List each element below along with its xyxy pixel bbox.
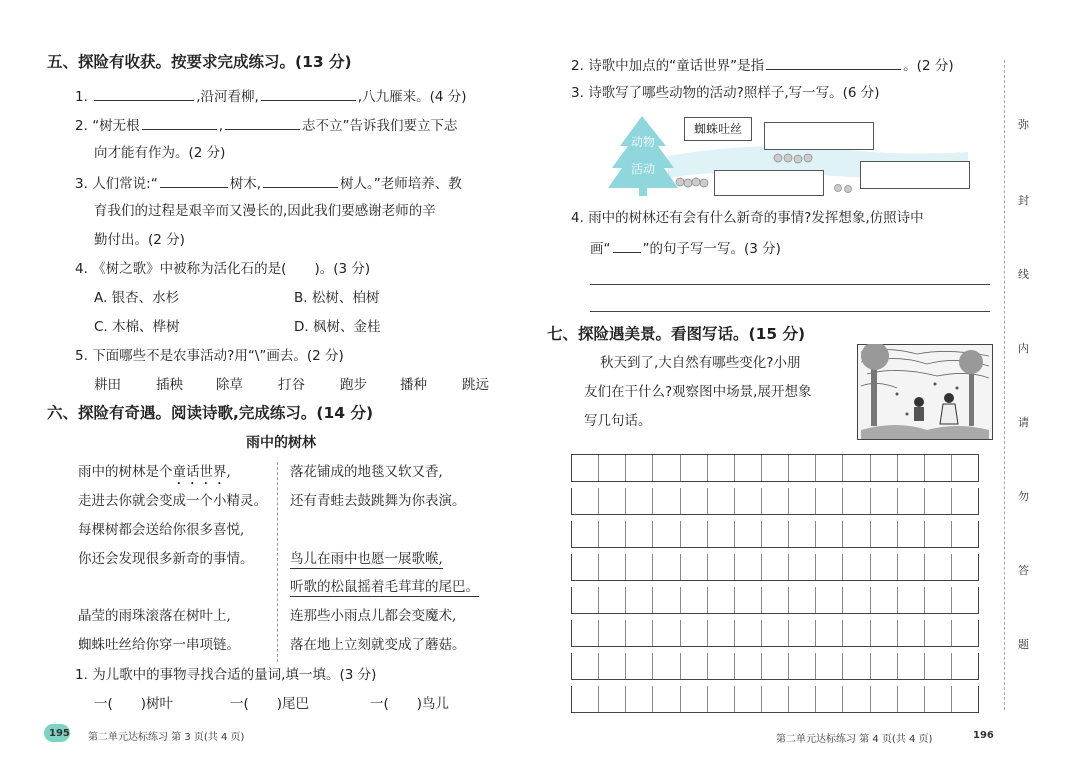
poem-left-line: 走进去你就会变成一个小精灵。 [78, 493, 267, 509]
grid-cell[interactable] [952, 686, 978, 712]
poem-right-line-underlined: 听歌的松鼠摇着毛茸茸的尾巴。 [290, 579, 479, 595]
grid-cell[interactable] [599, 620, 626, 646]
seal-char: 题 [1018, 638, 1029, 651]
grid-cell[interactable] [708, 521, 735, 547]
grid-cell[interactable] [898, 620, 925, 646]
grid-cell[interactable] [952, 620, 978, 646]
writing-grid [571, 454, 979, 719]
s7-prompt: 秋天到了,大自然有哪些变化?小朋 [600, 355, 801, 371]
grid-cell[interactable] [898, 488, 925, 514]
grid-cell[interactable] [925, 455, 952, 481]
grid-cell[interactable] [572, 686, 599, 712]
grid-cell[interactable] [653, 587, 680, 613]
grid-cell[interactable] [653, 686, 680, 712]
grid-cell[interactable] [789, 521, 816, 547]
grid-cell[interactable] [681, 521, 708, 547]
answer-blank[interactable] [766, 55, 901, 70]
grid-cell[interactable] [681, 455, 708, 481]
grid-cell[interactable] [708, 653, 735, 679]
grid-cell[interactable] [735, 554, 762, 580]
s5-q3 [75, 173, 462, 193]
grid-cell[interactable] [762, 653, 789, 679]
grid-cell[interactable] [681, 488, 708, 514]
grid-cell[interactable] [626, 653, 653, 679]
grid-cell[interactable] [626, 620, 653, 646]
answer-blank[interactable] [142, 115, 217, 130]
poem-left-line: 蜘蛛吐丝给你穿一串项链。 [78, 637, 240, 653]
grid-cell[interactable] [653, 488, 680, 514]
grid-cell[interactable] [762, 455, 789, 481]
s7-prompt: 写几句话。 [584, 413, 652, 429]
grid-cell[interactable] [871, 620, 898, 646]
farm-word[interactable]: 除草 [216, 377, 243, 393]
s5-q3-cont2: 勤付出。(2 分) [94, 232, 185, 248]
poem-left-line: 你还会发现很多新奇的事情。 [78, 551, 254, 567]
poem-right-line: 连那些小雨点儿都会变魔术, [290, 608, 457, 624]
q-text: 诗歌写了哪些动物的活动?照样子,写一写。(6 分) [588, 85, 880, 101]
writing-line[interactable] [590, 311, 990, 312]
grid-cell[interactable] [871, 488, 898, 514]
grid-cell[interactable] [708, 686, 735, 712]
r-q2 [571, 55, 954, 75]
grid-cell[interactable] [952, 521, 978, 547]
q-num: 5. [75, 348, 88, 364]
section-5-title: 五、探险有收获。按要求完成练习。(13 分) [47, 53, 352, 71]
q-text: 志不立”告诉我们要立下志 [301, 118, 458, 134]
grid-cell[interactable] [816, 554, 843, 580]
grid-cell[interactable] [925, 521, 952, 547]
measure-word-item: 一( )尾巴 [230, 696, 310, 712]
poem-right-line: 还有青蛙去鼓跳舞为你表演。 [290, 493, 466, 509]
answer-blank[interactable] [160, 173, 228, 188]
grid-cell[interactable] [599, 686, 626, 712]
grid-cell[interactable] [708, 455, 735, 481]
answer-blank[interactable] [225, 115, 300, 130]
s6-q1 [75, 666, 376, 684]
example-box: 蜘蛛吐丝 [684, 117, 752, 141]
q-text: ,沿河看柳, [196, 89, 259, 105]
grid-cell[interactable] [925, 686, 952, 712]
grid-cell[interactable] [599, 488, 626, 514]
farm-word[interactable]: 跑步 [340, 377, 367, 393]
farm-word[interactable]: 耕田 [94, 377, 121, 393]
q-text: ,八九雁来。(4 分) [357, 89, 467, 105]
poem-left-line: 雨中的树林是个童话世界, [78, 464, 231, 480]
s5-q2 [75, 115, 457, 135]
grid-cell[interactable] [789, 455, 816, 481]
grid-cell[interactable] [735, 620, 762, 646]
grid-cell[interactable] [572, 554, 599, 580]
grid-cell[interactable] [653, 455, 680, 481]
option-a[interactable]: A. 银杏、水杉 [94, 290, 180, 306]
s5-q3-cont: 育我们的过程是艰辛而又漫长的,因此我们要感谢老师的辛 [94, 203, 436, 219]
seal-char: 勿 [1018, 490, 1029, 503]
s5-q2-cont: 向才能有作为。(2 分) [94, 145, 226, 161]
q-text: 树人。”老师培养、教 [340, 176, 462, 192]
writing-line[interactable] [590, 284, 990, 285]
grid-cell[interactable] [789, 686, 816, 712]
s5-q5 [75, 347, 344, 365]
grid-cell[interactable] [681, 653, 708, 679]
grid-cell[interactable] [708, 554, 735, 580]
grid-cell[interactable] [762, 488, 789, 514]
r-q4-cont: 画“ ”的句子写一写。(3 分) [590, 238, 781, 258]
grid-cell[interactable] [762, 554, 789, 580]
grid-cell[interactable] [626, 587, 653, 613]
option-d[interactable]: D. 枫树、金桂 [294, 319, 381, 335]
q-text: )。(3 分) [314, 261, 371, 277]
section-7-title: 七、探险遇美景。看图写话。(15 分) [547, 325, 806, 343]
grid-cell[interactable] [816, 488, 843, 514]
q-num: 1. [75, 89, 88, 105]
grid-row [571, 620, 979, 647]
grid-row [571, 653, 979, 680]
grid-cell[interactable] [952, 554, 978, 580]
grid-cell[interactable] [871, 554, 898, 580]
farm-word[interactable]: 打谷 [278, 377, 305, 393]
grid-cell[interactable] [789, 488, 816, 514]
grid-cell[interactable] [626, 521, 653, 547]
poem-title: 雨中的树林 [246, 435, 316, 451]
grid-cell[interactable] [599, 554, 626, 580]
grid-cell[interactable] [599, 587, 626, 613]
grid-cell[interactable] [653, 620, 680, 646]
grid-cell[interactable] [789, 554, 816, 580]
grid-cell[interactable] [843, 455, 870, 481]
answer-blank[interactable] [261, 86, 356, 101]
grid-cell[interactable] [681, 686, 708, 712]
grid-cell[interactable] [572, 488, 599, 514]
section-6-title: 六、探险有奇遇。阅读诗歌,完成练习。(14 分) [47, 404, 374, 422]
grid-cell[interactable] [925, 587, 952, 613]
tree-label-1: 动物 [631, 135, 656, 149]
grid-cell[interactable] [572, 521, 599, 547]
grid-cell[interactable] [708, 488, 735, 514]
grid-cell[interactable] [898, 587, 925, 613]
grid-cell[interactable] [898, 455, 925, 481]
grid-cell[interactable] [572, 653, 599, 679]
q-text: “树无根 [92, 118, 140, 134]
q-text: 人们常说:“ [92, 176, 158, 192]
r-q3 [571, 84, 880, 102]
grid-row [571, 488, 979, 515]
grid-cell[interactable] [843, 620, 870, 646]
grid-cell[interactable] [816, 587, 843, 613]
measure-word-item: 一( )鸟儿 [370, 696, 450, 712]
grid-cell[interactable] [816, 620, 843, 646]
grid-cell[interactable] [843, 554, 870, 580]
s7-prompt: 友们在干什么?观察图中场景,展开想象 [584, 384, 812, 400]
grid-cell[interactable] [626, 488, 653, 514]
grid-cell[interactable] [572, 455, 599, 481]
grid-cell[interactable] [653, 653, 680, 679]
grid-cell[interactable] [681, 620, 708, 646]
grid-cell[interactable] [762, 620, 789, 646]
page-number: 195 [49, 728, 70, 739]
seal-char: 封 [1018, 194, 1029, 207]
grid-cell[interactable] [925, 554, 952, 580]
grid-cell[interactable] [843, 653, 870, 679]
seal-char: 内 [1018, 342, 1029, 355]
grid-cell[interactable] [952, 488, 978, 514]
grid-row [571, 554, 979, 581]
grid-cell[interactable] [735, 488, 762, 514]
q-text: , [218, 118, 223, 134]
q-text: 《树之歌》中被称为活化石的是( [92, 261, 287, 277]
grid-cell[interactable] [898, 554, 925, 580]
answer-box[interactable] [764, 122, 874, 150]
grid-cell[interactable] [626, 554, 653, 580]
grid-cell[interactable] [871, 587, 898, 613]
q-num: 4. [75, 261, 88, 277]
grid-row [571, 521, 979, 548]
seal-char: 线 [1018, 268, 1029, 281]
option-c[interactable]: C. 木棉、桦树 [94, 319, 180, 335]
q-text: 。(2 分) [903, 58, 954, 74]
grid-cell[interactable] [653, 521, 680, 547]
farm-word[interactable]: 跳远 [462, 377, 489, 393]
grid-row [571, 587, 979, 614]
answer-box[interactable] [860, 161, 970, 189]
grid-cell[interactable] [952, 653, 978, 679]
s5-q1 [75, 86, 467, 106]
measure-word-item: 一( )树叶 [94, 696, 174, 712]
grid-cell[interactable] [735, 653, 762, 679]
grid-row [571, 686, 979, 713]
grid-cell[interactable] [843, 521, 870, 547]
emphasized-text: 童话世界 [172, 464, 227, 480]
grid-cell[interactable] [816, 521, 843, 547]
answer-blank[interactable] [94, 86, 194, 101]
grid-cell[interactable] [871, 521, 898, 547]
q-num: 3. [571, 85, 584, 101]
grid-cell[interactable] [599, 653, 626, 679]
q-text: 雨中的树林还有会有什么新奇的事情?发挥想象,仿照诗中 [588, 210, 924, 226]
seal-char: 答 [1018, 564, 1029, 577]
grid-cell[interactable] [816, 455, 843, 481]
grid-cell[interactable] [599, 455, 626, 481]
r-q4 [571, 209, 924, 227]
grid-cell[interactable] [789, 587, 816, 613]
q-num: 1. [75, 667, 88, 683]
seal-char: 弥 [1018, 118, 1029, 131]
q-num: 4. [571, 210, 584, 226]
grid-cell[interactable] [789, 653, 816, 679]
grid-cell[interactable] [898, 653, 925, 679]
underline-sample [613, 238, 641, 253]
grid-cell[interactable] [735, 686, 762, 712]
grid-cell[interactable] [762, 521, 789, 547]
grid-cell[interactable] [871, 686, 898, 712]
seal-char: 请 [1018, 416, 1029, 429]
grid-cell[interactable] [898, 521, 925, 547]
grid-cell[interactable] [653, 554, 680, 580]
grid-cell[interactable] [925, 620, 952, 646]
q-num: 2. [75, 118, 88, 134]
farm-word[interactable]: 插秧 [156, 377, 183, 393]
poem-left-line: 每棵树都会送给你很多喜悦, [78, 522, 245, 538]
q-text: 诗歌中加点的“童话世界”是指 [588, 58, 765, 74]
grid-cell[interactable] [762, 686, 789, 712]
grid-cell[interactable] [681, 587, 708, 613]
poem-right-line-underlined: 鸟儿在雨中也愿一展歌喉, [290, 551, 443, 567]
grid-row [571, 454, 979, 482]
grid-cell[interactable] [925, 653, 952, 679]
grid-cell[interactable] [816, 653, 843, 679]
poem-left-line: 晶莹的雨珠滚落在树叶上, [78, 608, 231, 624]
q-text: 下面哪些不是农事活动?用“\”画去。(2 分) [92, 348, 344, 364]
grid-cell[interactable] [871, 455, 898, 481]
q-text: 为儿歌中的事物寻找合适的量词,填一填。(3 分) [92, 667, 377, 683]
q-num: 3. [75, 176, 88, 192]
answer-blank[interactable] [263, 173, 338, 188]
poem-divider [277, 462, 278, 662]
grid-cell[interactable] [952, 455, 978, 481]
grid-cell[interactable] [735, 587, 762, 613]
grid-cell[interactable] [843, 488, 870, 514]
grid-cell[interactable] [626, 686, 653, 712]
poem-right-line: 落在地上立刻就变成了蘑菇。 [290, 637, 466, 653]
autumn-scene-image [857, 344, 993, 440]
grid-cell[interactable] [952, 587, 978, 613]
grid-cell[interactable] [843, 686, 870, 712]
poem-right-line: 落花铺成的地毯又软又香, [290, 464, 443, 480]
grid-cell[interactable] [572, 587, 599, 613]
footer-text: 第二单元达标练习 第 4 页(共 4 页) [776, 734, 933, 745]
grid-cell[interactable] [708, 587, 735, 613]
grid-cell[interactable] [572, 620, 599, 646]
grid-cell[interactable] [816, 686, 843, 712]
s5-q4 [75, 260, 370, 278]
seal-line [1004, 60, 1005, 710]
grid-cell[interactable] [843, 587, 870, 613]
page-number: 196 [973, 730, 994, 741]
grid-cell[interactable] [871, 653, 898, 679]
tree-label-2: 活动 [631, 162, 656, 176]
grid-cell[interactable] [898, 686, 925, 712]
grid-cell[interactable] [681, 554, 708, 580]
grid-cell[interactable] [599, 521, 626, 547]
grid-cell[interactable] [735, 455, 762, 481]
grid-cell[interactable] [708, 620, 735, 646]
farm-word[interactable]: 播种 [400, 377, 427, 393]
grid-cell[interactable] [789, 620, 816, 646]
option-b[interactable]: B. 松树、柏树 [294, 290, 380, 306]
footer-text: 第二单元达标练习 第 3 页(共 4 页) [88, 732, 245, 743]
grid-cell[interactable] [925, 488, 952, 514]
q-num: 2. [571, 58, 584, 74]
grid-cell[interactable] [626, 455, 653, 481]
answer-box[interactable] [714, 170, 824, 196]
q-text: 树木, [229, 176, 262, 192]
grid-cell[interactable] [735, 521, 762, 547]
grid-cell[interactable] [762, 587, 789, 613]
